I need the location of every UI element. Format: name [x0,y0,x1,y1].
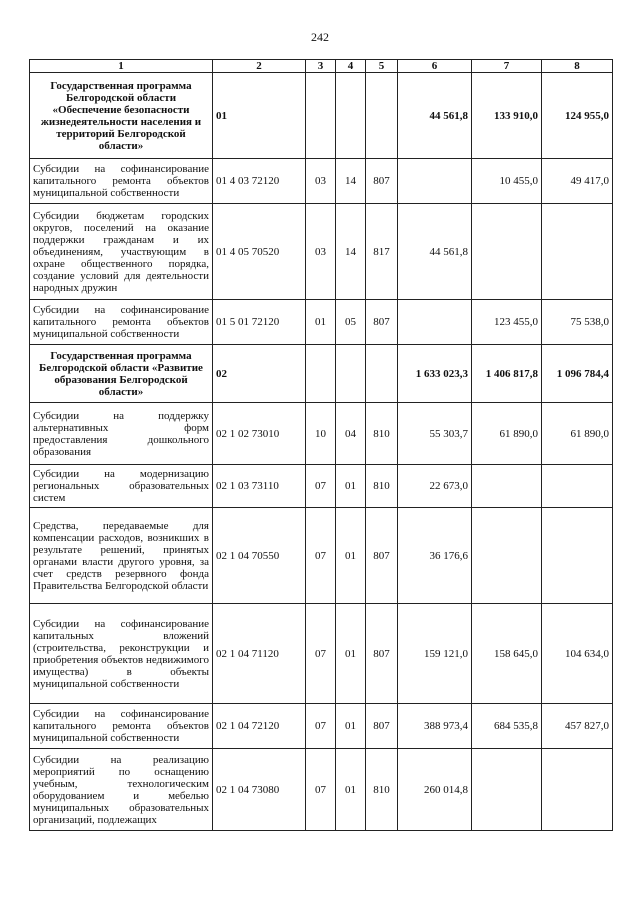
row-value-col8-cell: 75 538,0 [542,300,613,345]
row-name-cell: Субсидии на модернизацию региональных образовательных систем [30,465,213,508]
row-section-cell: 01 [306,300,336,345]
row-value-col7-cell: 61 890,0 [472,403,542,465]
table-row [30,749,613,831]
row-section-cell [306,345,336,403]
row-name-cell: Субсидии на поддержку альтернативных форм предоставления дошкольного образования [30,403,213,465]
row-value-col6-cell: 22 673,0 [398,465,472,508]
row-code-cell: 01 [213,73,306,159]
row-value-col8-cell [542,749,613,831]
row-code-cell: 02 [213,345,306,403]
row-code-cell: 01 4 03 72120 [213,159,306,204]
row-expense-type-cell: 817 [366,204,398,300]
header-cell: 4 [336,60,366,73]
row-expense-type-cell: 807 [366,300,398,345]
row-section-cell: 07 [306,508,336,604]
header-cell: 3 [306,60,336,73]
row-name-cell: Государственная программа Белгородской области «Обеспечение безопасности жизнедеятельности населения и территорий Белгородской области» [30,73,213,159]
row-value-col6-cell: 159 121,0 [398,604,472,704]
row-value-col8-cell: 124 955,0 [542,73,613,159]
row-subsection-cell: 01 [336,704,366,749]
row-expense-type-cell: 807 [366,604,398,704]
row-expense-type-cell: 807 [366,704,398,749]
row-expense-type-cell: 807 [366,159,398,204]
row-subsection-cell [336,345,366,403]
row-value-col8-cell [542,508,613,604]
header-cell: 6 [398,60,472,73]
row-expense-type-cell [366,345,398,403]
row-code-cell: 01 5 01 72120 [213,300,306,345]
row-name-cell: Государственная программа Белгородской области «Развитие образования Белгородской области» [30,345,213,403]
row-code-cell: 02 1 02 73010 [213,403,306,465]
row-value-col7-cell [472,508,542,604]
row-subsection-cell: 14 [336,204,366,300]
row-code-cell: 02 1 03 73110 [213,465,306,508]
row-value-col8-cell [542,465,613,508]
page-number: 242 [311,30,329,44]
row-name-cell: Субсидии бюджетам городских округов, поселений на оказание поддержки гражданам и их объединениям, участвующим в охране общественного порядка, создание условий для деятельности народных дружин [30,204,213,300]
row-section-cell: 07 [306,704,336,749]
row-subsection-cell: 05 [336,300,366,345]
row-code-cell: 02 1 04 73080 [213,749,306,831]
row-section-cell: 03 [306,159,336,204]
table-row [30,300,613,345]
row-name-cell: Субсидии на софинансирование капитального ремонта объектов муниципальной собственности [30,159,213,204]
row-value-col7-cell: 684 535,8 [472,704,542,749]
row-subsection-cell: 01 [336,604,366,704]
row-section-cell: 03 [306,204,336,300]
row-subsection-cell: 01 [336,508,366,604]
header-cell: 1 [30,60,213,73]
row-section-cell [306,73,336,159]
row-value-col8-cell: 104 634,0 [542,604,613,704]
row-expense-type-cell: 810 [366,403,398,465]
table-row [30,159,613,204]
row-section-cell: 07 [306,465,336,508]
row-section-cell: 10 [306,403,336,465]
header-cell: 5 [366,60,398,73]
row-name-cell: Субсидии на софинансирование капитального ремонта объектов муниципальной собственности [30,300,213,345]
program-row [30,345,613,403]
row-value-col7-cell [472,465,542,508]
row-value-col6-cell [398,300,472,345]
row-expense-type-cell: 810 [366,749,398,831]
row-name-cell: Субсидии на реализацию мероприятий по оснащению учебным, технологическим оборудованием и мебелью муниципальных образовательных организаций, подлежащих [30,749,213,831]
row-section-cell: 07 [306,749,336,831]
table-body [30,73,613,831]
row-value-col6-cell: 55 303,7 [398,403,472,465]
row-expense-type-cell: 810 [366,465,398,508]
row-name-cell: Субсидии на софинансирование капитального ремонта объектов муниципальной собственности [30,704,213,749]
table-row [30,508,613,604]
row-subsection-cell [336,73,366,159]
row-value-col8-cell: 457 827,0 [542,704,613,749]
header-row [30,60,613,73]
row-value-col6-cell [398,159,472,204]
row-code-cell: 02 1 04 72120 [213,704,306,749]
row-subsection-cell: 14 [336,159,366,204]
row-subsection-cell: 04 [336,403,366,465]
row-value-col8-cell [542,204,613,300]
row-expense-type-cell: 807 [366,508,398,604]
row-name-cell: Средства, передаваемые для компенсации расходов, возникших в результате решений, принятых органами власти другого уровня, за счет средств резервного фонда Правительства Белгородской области [30,508,213,604]
row-expense-type-cell [366,73,398,159]
row-value-col8-cell: 1 096 784,4 [542,345,613,403]
row-value-col7-cell [472,749,542,831]
row-value-col7-cell [472,204,542,300]
row-value-col6-cell: 44 561,8 [398,204,472,300]
header-cell: 7 [472,60,542,73]
row-value-col6-cell: 388 973,4 [398,704,472,749]
row-value-col8-cell: 49 417,0 [542,159,613,204]
row-subsection-cell: 01 [336,749,366,831]
table-row [30,204,613,300]
row-value-col6-cell: 260 014,8 [398,749,472,831]
table-row [30,465,613,508]
row-value-col7-cell: 1 406 817,8 [472,345,542,403]
table-row [30,604,613,704]
table-row [30,403,613,465]
row-value-col7-cell: 10 455,0 [472,159,542,204]
row-subsection-cell: 01 [336,465,366,508]
row-value-col6-cell: 1 633 023,3 [398,345,472,403]
row-value-col7-cell: 123 455,0 [472,300,542,345]
header-cell: 8 [542,60,613,73]
row-value-col6-cell: 44 561,8 [398,73,472,159]
row-name-cell: Субсидии на софинансирование капитальных вложений (строительства, реконструкции и приобретения объектов недвижимого имущества) в объекты муниципальной собственности [30,604,213,704]
row-value-col7-cell: 158 645,0 [472,604,542,704]
table-row [30,704,613,749]
row-value-col8-cell: 61 890,0 [542,403,613,465]
budget-table [29,59,613,831]
header-cell: 2 [213,60,306,73]
row-value-col7-cell: 133 910,0 [472,73,542,159]
row-code-cell: 01 4 05 70520 [213,204,306,300]
row-section-cell: 07 [306,604,336,704]
row-code-cell: 02 1 04 71120 [213,604,306,704]
row-code-cell: 02 1 04 70550 [213,508,306,604]
program-row [30,73,613,159]
row-value-col6-cell: 36 176,6 [398,508,472,604]
